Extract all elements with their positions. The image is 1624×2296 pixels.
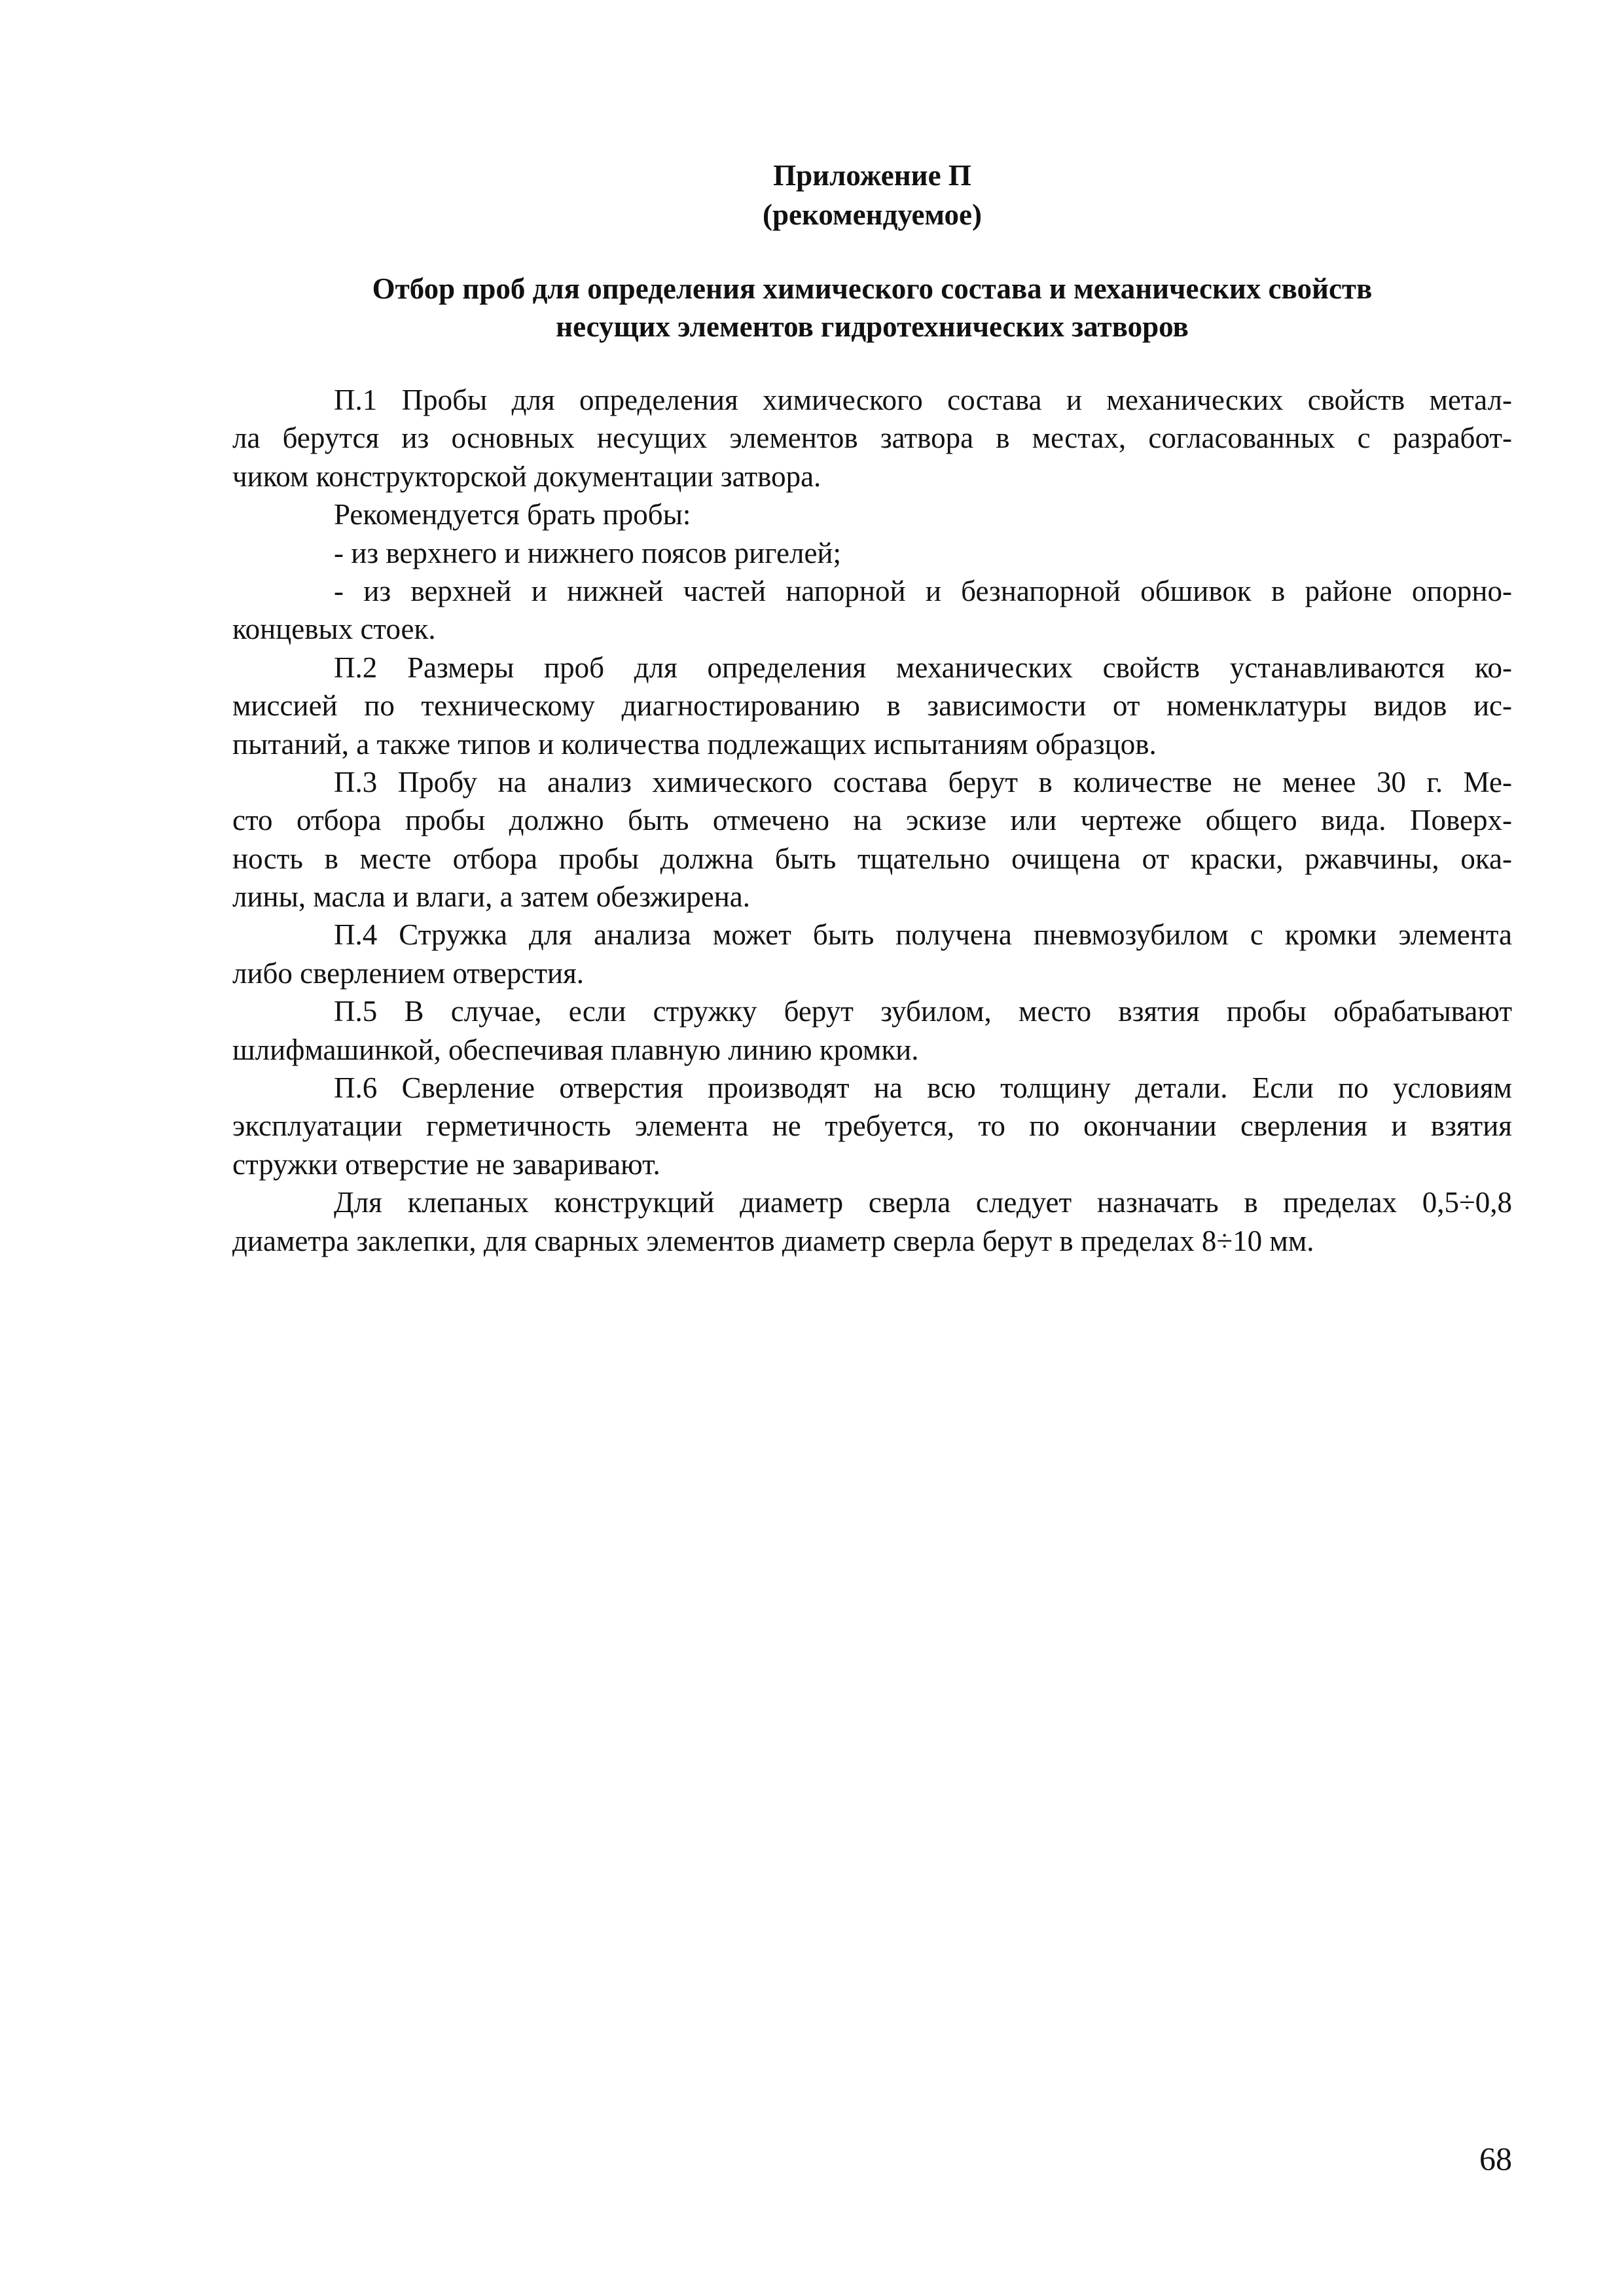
appendix-title: Приложение П (773, 159, 971, 192)
text-line: сто отбора пробы должно быть отмечено на эскизе или чертеже общего вида. Поверх- (232, 804, 1512, 837)
text-line: стружки отверстие не заваривают. (232, 1147, 660, 1181)
page-number: 68 (1479, 2140, 1512, 2177)
text-line: П.6 Сверление отверстия производят на всю толщину детали. Если по условиям (334, 1071, 1512, 1105)
appendix-subtitle: (рекомендуемое) (763, 198, 982, 231)
text-line: П.5 В случае, если стружку берут зубилом, место взятия пробы обрабатывают (334, 995, 1512, 1028)
text-line: диаметра заклепки, для сварных элементов диаметр сверла берут в пределах 8÷10 мм. (232, 1224, 1314, 1257)
text-line: пытаний, а также типов и количества подлежащих испытаниям образцов. (232, 727, 1157, 761)
text-line: Рекомендуется брать пробы: (334, 498, 691, 531)
text-line: чиком конструкторской документации затвора. (232, 459, 821, 493)
text-line: Для клепаных конструкций диаметр сверла следует назначать в пределах 0,5÷0,8 (334, 1186, 1512, 1219)
text-line: либо сверлением отверстия. (232, 956, 585, 990)
list-item: - из верхнего и нижнего поясов ригелей; (334, 536, 841, 569)
section-title-line: несущих элементов гидротехнических затворов (556, 310, 1189, 343)
text-line: эксплуатации герметичность элемента не требуется, то по окончании сверления и взятия (232, 1109, 1512, 1143)
text-line: П.3 Пробу на анализ химического состава берут в количестве не менее 30 г. Ме- (334, 765, 1512, 798)
text-line: лины, масла и влаги, а затем обезжирена. (232, 880, 751, 914)
text-line: П.2 Размеры проб для определения механических свойств устанавливаются ко- (334, 651, 1512, 684)
text-line: П.4 Стружка для анализа может быть получена пневмозубилом с кромки элемента (334, 918, 1512, 952)
text-line: шлифмашинкой, обеспечивая плавную линию кромки. (232, 1033, 919, 1066)
section-title (232, 270, 1512, 346)
text-line: концевых стоек. (232, 613, 436, 646)
text-line: П.1 Пробы для определения химического состава и механических свойств метал- (334, 384, 1512, 416)
text-line: ность в месте отбора пробы должна быть тщательно очищена от краски, ржавчины, ока- (232, 842, 1512, 875)
section-title-line: Отбор проб для определения химического состава и механических свойств (372, 272, 1373, 305)
text-line: ла берутся из основных несущих элементов затвора в местах, согласованных с разработ- (232, 422, 1512, 455)
list-item: - из верхней и нижней частей напорной и безнапорной обшивок в районе опорно- (334, 574, 1512, 607)
text-line: миссией по техническому диагностированию в зависимости от номенклатуры видов ис- (232, 689, 1512, 723)
body-text (232, 381, 1512, 1260)
